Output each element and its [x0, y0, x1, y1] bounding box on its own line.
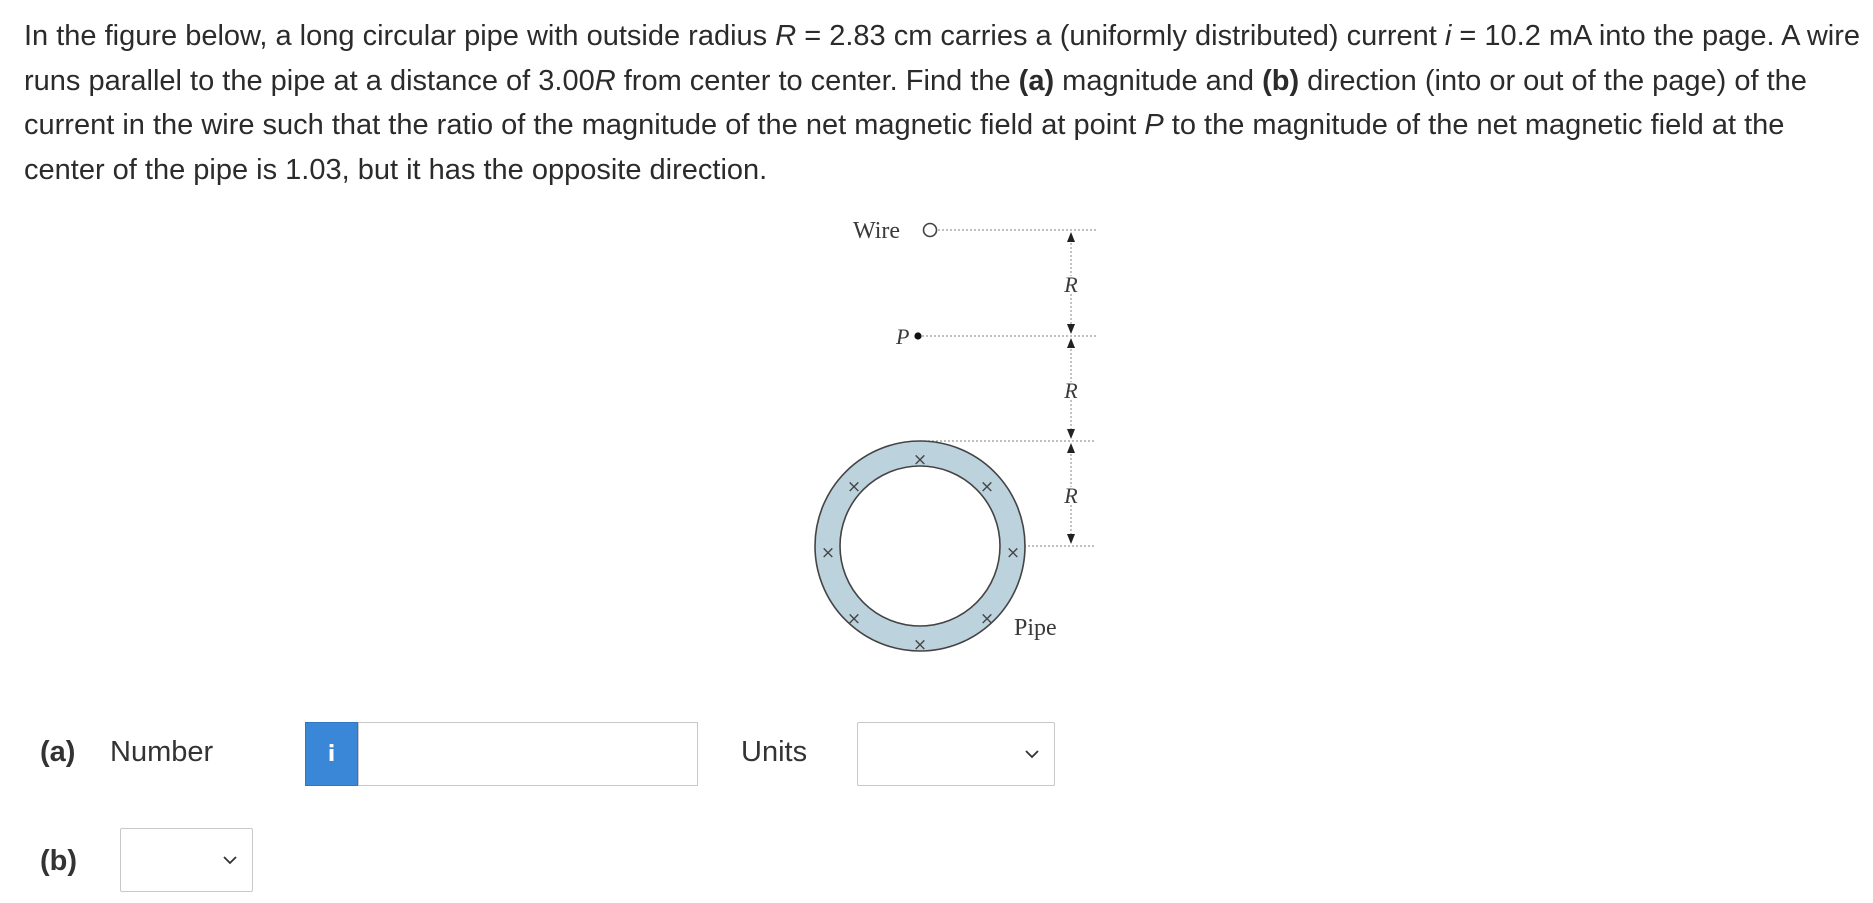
x-mark-icon: × [979, 609, 995, 629]
point-p-label: P [896, 324, 910, 349]
symbol-P: P [1144, 109, 1164, 141]
arrow-up-icon [1067, 443, 1075, 453]
x-mark-icon: × [979, 477, 995, 497]
chevron-down-icon [222, 854, 238, 866]
question-part: In the figure below, a long circular pipe with outside radius [24, 20, 776, 52]
question-part: to the magnitude of the net magnetic field at the center of the pipe is 1.03, but it has the opposite direction. [24, 109, 1785, 186]
part-a-label [40, 736, 75, 769]
wire-icon [924, 224, 937, 237]
question-part: = 10.2 mA into the page. A wire runs parallel to the pipe at a distance of 3.00 [24, 20, 1861, 97]
arrow-down-icon [1067, 429, 1075, 439]
arrow-down-icon [1067, 534, 1075, 544]
symbol-i: i [1444, 20, 1452, 52]
x-mark-icon: × [820, 543, 836, 563]
question-text [24, 14, 1864, 192]
r-label: R [1064, 378, 1078, 403]
question-part: direction (into or out of the page) of the current in the wire such that the ratio of the magnitude of the net magnetic field at point [24, 64, 1807, 141]
x-mark-icon: × [912, 635, 928, 655]
x-mark-icon: × [912, 450, 928, 470]
wire-label: Wire [853, 218, 901, 244]
x-mark-icon: × [846, 609, 862, 629]
part-b-label-text: (b) [40, 845, 78, 877]
symbol-R: R [775, 20, 797, 52]
part-a-label-text: (a) [40, 736, 76, 768]
symbol-R: R [594, 64, 616, 97]
arrow-down-icon [1067, 324, 1075, 334]
arrow-up-icon [1067, 338, 1075, 348]
pipe-label: Pipe [1014, 615, 1057, 641]
direction-select[interactable] [120, 828, 253, 892]
pipe-hollow [840, 466, 1000, 626]
r-label: R [1064, 272, 1078, 297]
r-label: R [1064, 483, 1078, 508]
question-part: = 2.83 cm carries a (uniformly distributed) current [796, 20, 1445, 52]
x-mark-icon: × [846, 477, 862, 497]
chevron-down-icon [1024, 748, 1040, 760]
part-b-marker: (b) [1262, 64, 1300, 97]
point-p-marker [914, 332, 921, 339]
pipe-wire-figure [800, 205, 1100, 675]
part-a-marker: (a) [1018, 64, 1055, 97]
arrow-up-icon [1067, 232, 1075, 242]
number-label: Number [110, 736, 214, 768]
units-label: Units [741, 736, 808, 768]
info-button[interactable] [305, 722, 358, 786]
question-part: from center to center. Find the [615, 64, 1019, 97]
units-select[interactable] [857, 722, 1055, 786]
figure-svg [800, 205, 1100, 675]
number-input[interactable] [358, 722, 698, 786]
question-part: magnitude and [1054, 64, 1263, 97]
x-mark-icon: × [1005, 543, 1021, 563]
info-icon: i [327, 741, 336, 767]
part-b-label [40, 845, 77, 878]
